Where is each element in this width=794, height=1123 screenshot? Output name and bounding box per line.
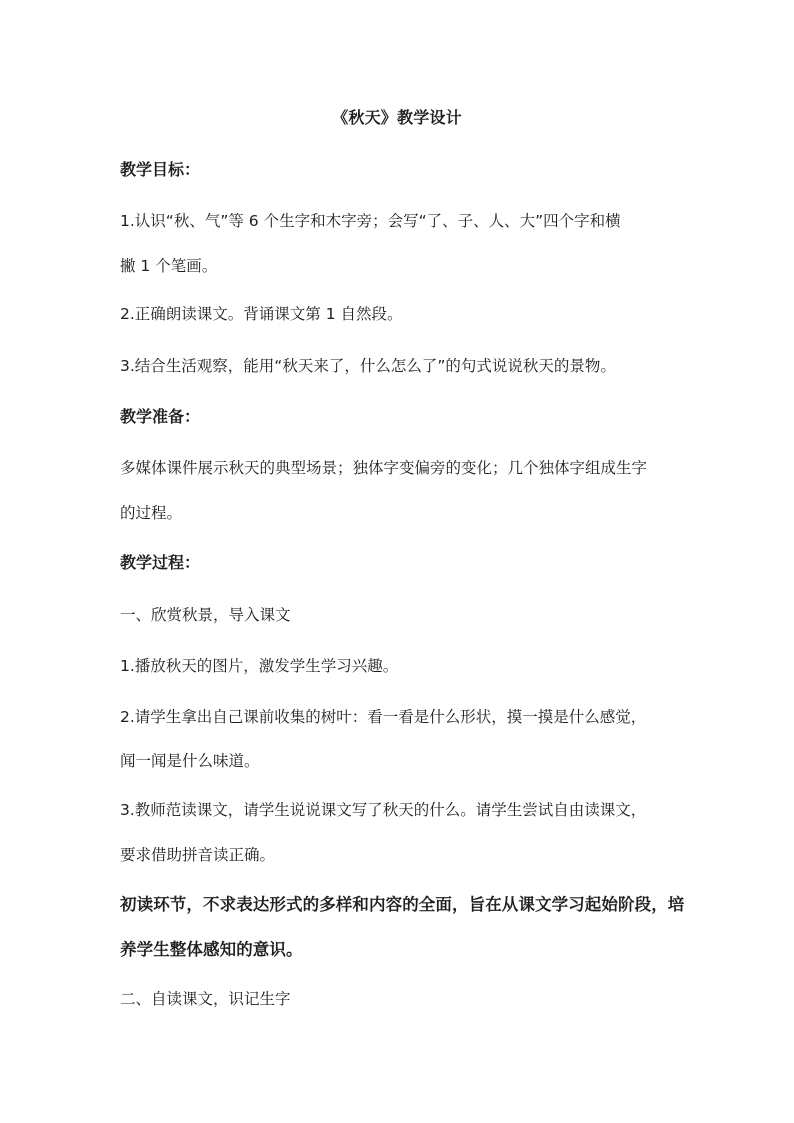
goal-1-line-2: 撇 1 个笔画。	[120, 257, 218, 275]
step-1-title: 一、欣赏秋景，导入课文	[120, 606, 291, 624]
document-title: 《秋天》教学设计	[332, 108, 462, 127]
step-1-item-1: 1.播放秋天的图片，激发学生学习兴趣。	[120, 657, 399, 675]
goal-3: 3.结合生活观察，能用“秋天来了，什么怎么了”的句式说说秋天的景物。	[120, 357, 616, 375]
goal-1-line-1: 1.认识“秋、气”等 6 个生字和木字旁；会写“了、子、人、大”四个字和横	[120, 212, 621, 230]
prep-heading: 教学准备：	[120, 407, 201, 426]
step-1-item-3-line-2: 要求借助拼音读正确。	[120, 846, 276, 864]
step-1-item-2-line-2: 闻一闻是什么味道。	[120, 752, 260, 770]
note-line-2: 养学生整体感知的意识。	[120, 940, 303, 959]
step-2-title: 二、自读课文，识记生字	[120, 990, 291, 1008]
step-1-item-2-line-1: 2.请学生拿出自己课前收集的树叶：看一看是什么形状，摸一摸是什么感觉，	[120, 708, 647, 726]
goal-2: 2.正确朗读课文。背诵课文第 1 自然段。	[120, 305, 403, 323]
note-line-1: 初读环节，不求表达形式的多样和内容的全面，旨在从课文学习起始阶段，培	[120, 895, 685, 914]
step-1-item-3-line-1: 3.教师范读课文，请学生说说课文写了秋天的什么。请学生尝试自由读课文，	[120, 801, 647, 819]
prep-line-2: 的过程。	[120, 504, 183, 522]
prep-line-1: 多媒体课件展示秋天的典型场景；独体字变偏旁的变化；几个独体字组成生字	[120, 459, 648, 477]
goals-heading: 教学目标：	[120, 160, 201, 179]
process-heading: 教学过程：	[120, 553, 201, 572]
